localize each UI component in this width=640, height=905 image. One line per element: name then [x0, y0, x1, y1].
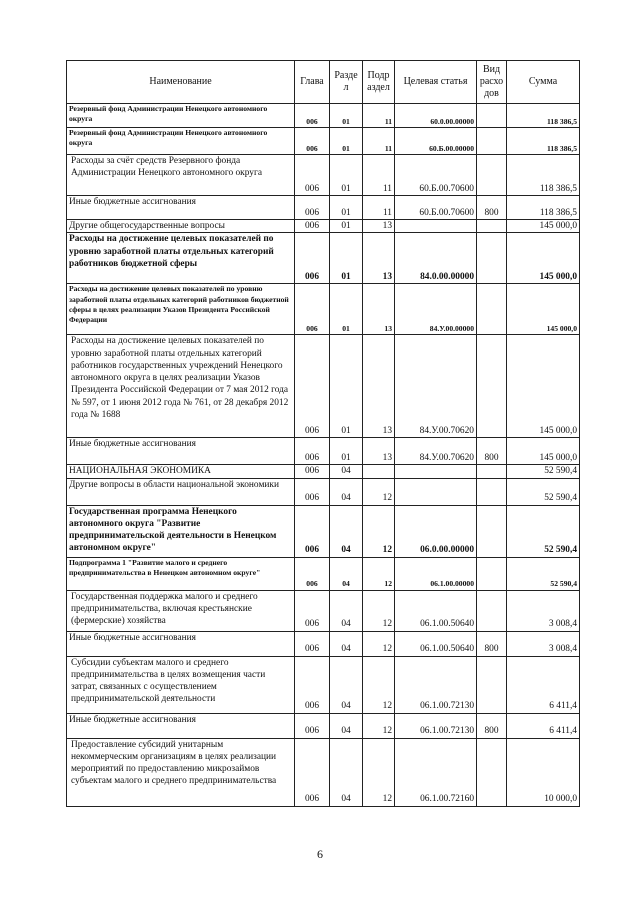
row-razdel: 04: [330, 738, 363, 806]
row-vid: [477, 738, 507, 806]
row-target: 60.Б.00.00000: [395, 128, 477, 155]
row-vid: [477, 505, 507, 557]
row-target: [395, 220, 477, 233]
row-target: 06.1.00.50640: [395, 590, 477, 631]
header-sum: Сумма: [507, 61, 580, 104]
row-podrazdel: 11: [363, 104, 395, 128]
row-razdel: 04: [330, 713, 363, 738]
row-razdel: 01: [330, 196, 363, 220]
row-target: 84.У.00.00000: [395, 284, 477, 335]
row-name: Расходы на достижение целевых показателей по уровню заработной платы отдельных категорий работников бюджетной сферы: [67, 233, 295, 284]
row-podrazdel: [363, 465, 395, 478]
table-row: [67, 738, 580, 806]
row-sum: 3 008,4: [507, 631, 580, 656]
row-sum: 52 590,4: [507, 557, 580, 590]
row-sum: 118 386,5: [507, 196, 580, 220]
row-vid: [477, 128, 507, 155]
row-glava: 006: [295, 478, 330, 505]
row-target: [395, 465, 477, 478]
row-razdel: 01: [330, 128, 363, 155]
table-row: [67, 220, 580, 233]
row-sum: 52 590,4: [507, 478, 580, 505]
row-vid: [477, 335, 507, 438]
row-glava: 006: [295, 220, 330, 233]
row-target: 84.У.00.70620: [395, 335, 477, 438]
row-vid: 800: [477, 196, 507, 220]
table-row: [67, 557, 580, 590]
row-glava: 006: [295, 557, 330, 590]
row-target: 84.0.00.00000: [395, 233, 477, 284]
row-razdel: 04: [330, 590, 363, 631]
row-razdel: 01: [330, 438, 363, 465]
row-podrazdel: 12: [363, 713, 395, 738]
table-row: [67, 656, 580, 713]
row-podrazdel: 12: [363, 478, 395, 505]
row-vid: [477, 220, 507, 233]
row-target: 06.1.00.72130: [395, 713, 477, 738]
row-sum: 145 000,0: [507, 220, 580, 233]
row-razdel: 01: [330, 335, 363, 438]
row-name: Субсидии субъектам малого и среднего предпринимательства в целях возмещения части затрат, связанных с осуществлением предпринимательской деятельности: [67, 656, 295, 713]
table-row: [67, 196, 580, 220]
row-vid: [477, 590, 507, 631]
row-sum: 52 590,4: [507, 465, 580, 478]
row-target: 60.Б.00.70600: [395, 155, 477, 196]
row-glava: 006: [295, 590, 330, 631]
row-name: Резервный фонд Администрации Ненецкого автономного округа: [67, 104, 295, 128]
row-podrazdel: 13: [363, 233, 395, 284]
row-glava: 006: [295, 155, 330, 196]
table-row: [67, 465, 580, 478]
table-row: [67, 478, 580, 505]
row-target: 06.1.00.72130: [395, 656, 477, 713]
row-name: Резервный фонд Администрации Ненецкого автономного округа: [67, 128, 295, 155]
table-row: [67, 155, 580, 196]
row-sum: 118 386,5: [507, 155, 580, 196]
row-name: Расходы на достижение целевых показателей по уровню заработной платы отдельных категорий работников государственных учреждений Ненецкого автономного округа в целях реализации Указов Президента Российской Федерации от 7 мая 2012 года № 597, от 1 июня 2012 года № 761, от 28 декабря 2012 года № 1688: [67, 335, 295, 438]
row-podrazdel: 13: [363, 220, 395, 233]
table-row: [67, 631, 580, 656]
row-sum: 145 000,0: [507, 284, 580, 335]
row-vid: 800: [477, 631, 507, 656]
row-razdel: 01: [330, 104, 363, 128]
row-name: Расходы на достижение целевых показателей по уровню заработной платы отдельных категорий работников бюджетной сферы в целях реализации Указов Президента Российской Федерации: [67, 284, 295, 335]
row-target: [395, 478, 477, 505]
row-glava: 006: [295, 465, 330, 478]
row-razdel: 04: [330, 631, 363, 656]
row-vid: [477, 478, 507, 505]
row-glava: 006: [295, 438, 330, 465]
row-glava: 006: [295, 335, 330, 438]
header-razdel: Разде л: [330, 61, 363, 104]
row-vid: [477, 233, 507, 284]
row-sum: 6 411,4: [507, 713, 580, 738]
row-vid: [477, 284, 507, 335]
row-glava: 006: [295, 738, 330, 806]
row-razdel: 01: [330, 233, 363, 284]
row-sum: 118 386,5: [507, 104, 580, 128]
row-podrazdel: 11: [363, 196, 395, 220]
row-razdel: 01: [330, 284, 363, 335]
row-name: Государственная программа Ненецкого автономного округа "Развитие предпринимательской деятельности в Ненецком автономном округе": [67, 505, 295, 557]
row-name: Иные бюджетные ассигнования: [67, 438, 295, 465]
row-podrazdel: 12: [363, 590, 395, 631]
table-row: [67, 590, 580, 631]
table-row: [67, 233, 580, 284]
header-name: Наименование: [67, 61, 295, 104]
table-row: [67, 104, 580, 128]
page-number: 6: [317, 847, 323, 861]
table-row: [67, 284, 580, 335]
row-name: Государственная поддержка малого и среднего предпринимательства, включая крестьянские (фермерские) хозяйства: [67, 590, 295, 631]
row-podrazdel: 12: [363, 656, 395, 713]
row-glava: 006: [295, 196, 330, 220]
row-podrazdel: 11: [363, 155, 395, 196]
row-target: 06.1.00.50640: [395, 631, 477, 656]
row-podrazdel: 12: [363, 738, 395, 806]
row-razdel: 01: [330, 220, 363, 233]
table-row: [67, 505, 580, 557]
row-name: Другие вопросы в области национальной экономики: [67, 478, 295, 505]
row-glava: 006: [295, 631, 330, 656]
table-row: [67, 128, 580, 155]
row-name: Иные бюджетные ассигнования: [67, 713, 295, 738]
row-razdel: 04: [330, 465, 363, 478]
row-vid: [477, 656, 507, 713]
row-podrazdel: 13: [363, 284, 395, 335]
row-sum: 118 386,5: [507, 128, 580, 155]
row-target: 60.0.00.00000: [395, 104, 477, 128]
row-razdel: 04: [330, 656, 363, 713]
row-podrazdel: 12: [363, 557, 395, 590]
row-name: Расходы за счёт средств Резервного фонда Администрации Ненецкого автономного округа: [67, 155, 295, 196]
row-name: Другие общегосударственные вопросы: [67, 220, 295, 233]
row-glava: 006: [295, 505, 330, 557]
row-glava: 006: [295, 713, 330, 738]
row-sum: 145 000,0: [507, 233, 580, 284]
row-vid: 800: [477, 713, 507, 738]
row-razdel: 04: [330, 478, 363, 505]
table-row: [67, 438, 580, 465]
row-podrazdel: 11: [363, 128, 395, 155]
row-target: 60.Б.00.70600: [395, 196, 477, 220]
row-sum: 52 590,4: [507, 505, 580, 557]
header-glava: Глава: [295, 61, 330, 104]
row-glava: 006: [295, 656, 330, 713]
row-razdel: 04: [330, 505, 363, 557]
row-target: 06.0.00.00000: [395, 505, 477, 557]
row-podrazdel: 12: [363, 505, 395, 557]
row-vid: 800: [477, 438, 507, 465]
row-name: Подпрограмма 1 "Развитие малого и среднего предпринимательства в Ненецком автономном округе": [67, 557, 295, 590]
row-name: НАЦИОНАЛЬНАЯ ЭКОНОМИКА: [67, 465, 295, 478]
row-razdel: 01: [330, 155, 363, 196]
row-sum: 3 008,4: [507, 590, 580, 631]
row-sum: 145 000,0: [507, 438, 580, 465]
header-row: [67, 61, 580, 104]
row-target: 84.У.00.70620: [395, 438, 477, 465]
row-podrazdel: 12: [363, 631, 395, 656]
row-vid: [477, 155, 507, 196]
row-name: Иные бюджетные ассигнования: [67, 196, 295, 220]
row-sum: 6 411,4: [507, 656, 580, 713]
row-razdel: 04: [330, 557, 363, 590]
row-sum: 10 000,0: [507, 738, 580, 806]
row-podrazdel: 13: [363, 335, 395, 438]
budget-table: [66, 60, 580, 807]
row-name: Иные бюджетные ассигнования: [67, 631, 295, 656]
row-target: 06.1.00.72160: [395, 738, 477, 806]
header-vid: Вид расхо дов: [477, 61, 507, 104]
row-vid: [477, 557, 507, 590]
header-podrazdel: Подр аздел: [363, 61, 395, 104]
table-row: [67, 713, 580, 738]
table-row: [67, 335, 580, 438]
row-sum: 145 000,0: [507, 335, 580, 438]
row-target: 06.1.00.00000: [395, 557, 477, 590]
row-vid: [477, 104, 507, 128]
row-glava: 006: [295, 284, 330, 335]
row-vid: [477, 465, 507, 478]
row-glava: 006: [295, 128, 330, 155]
row-glava: 006: [295, 233, 330, 284]
header-target: Целевая статья: [395, 61, 477, 104]
row-glava: 006: [295, 104, 330, 128]
row-name: Предоставление субсидий унитарным некоммерческим организациям в целях реализации мероприятий по предоставлению микрозаймов субъектам малого и среднего предпринимательства: [67, 738, 295, 806]
row-podrazdel: 13: [363, 438, 395, 465]
